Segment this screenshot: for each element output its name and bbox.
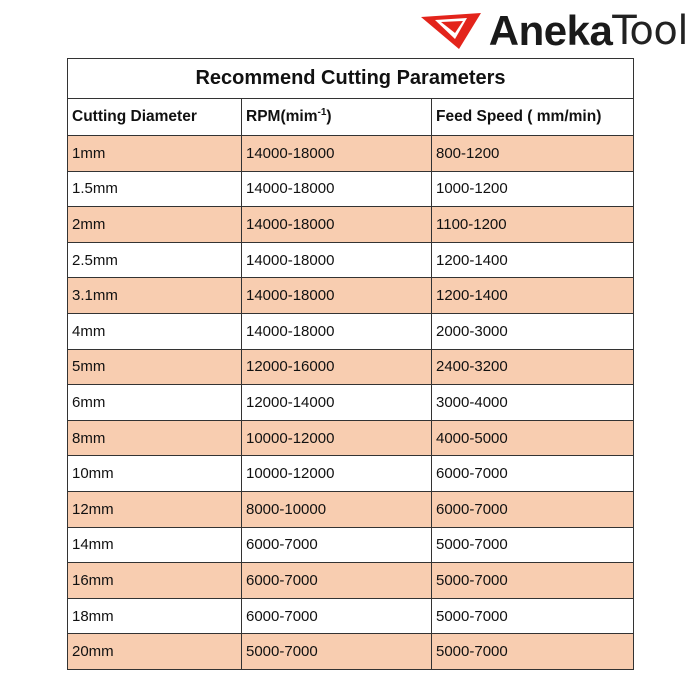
table-row xyxy=(68,634,634,670)
table-row xyxy=(68,456,634,492)
cell-rpm: 14000-18000 xyxy=(242,171,432,207)
cell-rpm: 12000-14000 xyxy=(242,385,432,421)
cell-feed-speed: 5000-7000 xyxy=(432,563,634,599)
cell-rpm: 14000-18000 xyxy=(242,313,432,349)
table-row xyxy=(68,171,634,207)
cell-feed-speed: 1100-1200 xyxy=(432,207,634,243)
table-row xyxy=(68,527,634,563)
cell-rpm: 6000-7000 xyxy=(242,527,432,563)
cell-diameter: 14mm xyxy=(68,527,242,563)
header-rpm-superscript: -1 xyxy=(317,107,327,119)
brand-name-bold: Aneka xyxy=(488,7,613,54)
cell-rpm: 14000-18000 xyxy=(242,278,432,314)
cell-rpm: 14000-18000 xyxy=(242,136,432,172)
cell-feed-speed: 1200-1400 xyxy=(432,278,634,314)
cell-feed-speed: 1000-1200 xyxy=(432,171,634,207)
cell-diameter: 2.5mm xyxy=(68,242,242,278)
brand-logo xyxy=(419,8,688,54)
aneka-arrow-logo-icon xyxy=(419,11,483,51)
cell-diameter: 5mm xyxy=(68,349,242,385)
cell-diameter: 4mm xyxy=(68,313,242,349)
brand-name-light: Tool xyxy=(612,8,688,54)
table-row xyxy=(68,242,634,278)
cutting-parameters-table xyxy=(67,58,634,670)
table-row xyxy=(68,313,634,349)
cell-diameter: 1mm xyxy=(68,136,242,172)
header-feed-speed: Feed Speed ( mm/min) xyxy=(432,99,634,136)
cell-diameter: 3.1mm xyxy=(68,278,242,314)
cell-feed-speed: 6000-7000 xyxy=(432,491,634,527)
cell-feed-speed: 6000-7000 xyxy=(432,456,634,492)
header-rpm-close: ) xyxy=(326,108,332,126)
cell-feed-speed: 5000-7000 xyxy=(432,634,634,670)
cell-feed-speed: 1200-1400 xyxy=(432,242,634,278)
table-row xyxy=(68,385,634,421)
table-row xyxy=(68,563,634,599)
cell-rpm: 8000-10000 xyxy=(242,491,432,527)
cell-diameter: 20mm xyxy=(68,634,242,670)
table-title: Recommend Cutting Parameters xyxy=(68,59,634,99)
cell-feed-speed: 800-1200 xyxy=(432,136,634,172)
cell-diameter: 6mm xyxy=(68,385,242,421)
cell-rpm: 5000-7000 xyxy=(242,634,432,670)
cell-rpm: 10000-12000 xyxy=(242,456,432,492)
table-row xyxy=(68,598,634,634)
cell-rpm: 14000-18000 xyxy=(242,207,432,243)
table-row xyxy=(68,349,634,385)
header-cutting-diameter: Cutting Diameter xyxy=(68,99,242,136)
cell-diameter: 8mm xyxy=(68,420,242,456)
header-rpm-text: RPM(mim xyxy=(246,108,318,126)
cell-diameter: 1.5mm xyxy=(68,171,242,207)
cell-diameter: 16mm xyxy=(68,563,242,599)
cell-feed-speed: 3000-4000 xyxy=(432,385,634,421)
cell-rpm: 14000-18000 xyxy=(242,242,432,278)
cell-feed-speed: 4000-5000 xyxy=(432,420,634,456)
table-row xyxy=(68,420,634,456)
cell-diameter: 18mm xyxy=(68,598,242,634)
cell-rpm: 6000-7000 xyxy=(242,598,432,634)
cell-feed-speed: 5000-7000 xyxy=(432,598,634,634)
table-row xyxy=(68,136,634,172)
cell-feed-speed: 5000-7000 xyxy=(432,527,634,563)
cell-feed-speed: 2000-3000 xyxy=(432,313,634,349)
table-row xyxy=(68,278,634,314)
cell-rpm: 12000-16000 xyxy=(242,349,432,385)
cell-diameter: 10mm xyxy=(68,456,242,492)
table-row xyxy=(68,207,634,243)
cell-diameter: 12mm xyxy=(68,491,242,527)
cell-rpm: 6000-7000 xyxy=(242,563,432,599)
header-rpm xyxy=(242,99,432,136)
table-row xyxy=(68,491,634,527)
cell-rpm: 10000-12000 xyxy=(242,420,432,456)
cell-feed-speed: 2400-3200 xyxy=(432,349,634,385)
table-body xyxy=(68,136,634,670)
cell-diameter: 2mm xyxy=(68,207,242,243)
